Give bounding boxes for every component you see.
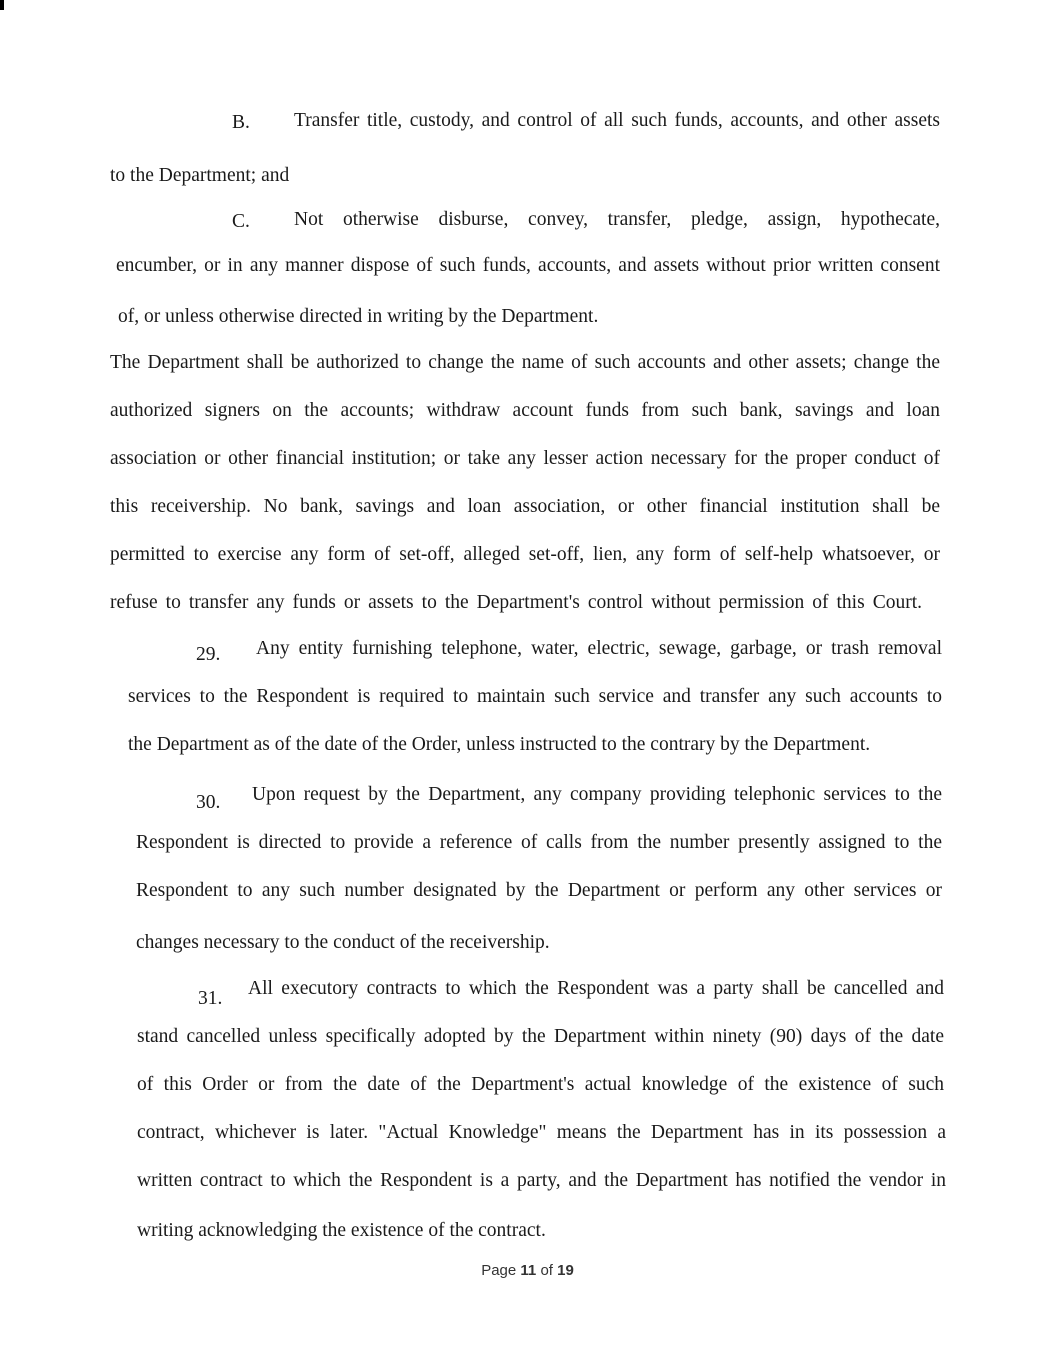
para-30-line-1: Upon request by the Department, any company providing telephonic services to the <box>252 784 942 805</box>
authority-line-5: permitted to exercise any form of set-off, alleged set-off, lien, any form of self-help whatsoever, or <box>110 544 940 565</box>
authority-line-3: association or other financial institution; or take any lesser action necessary for the proper conduct of <box>110 448 940 469</box>
para-30-number: 30. <box>196 792 221 813</box>
scan-corner-mark <box>0 0 4 10</box>
authority-line-6: refuse to transfer any funds or assets to the Department's control without permission of this Court. <box>110 592 922 613</box>
footer-page-word: Page <box>481 1262 517 1279</box>
para-30-line-4: changes necessary to the conduct of the receivership. <box>136 932 550 953</box>
para-31-line-2: stand cancelled unless specifically adopted by the Department within ninety (90) days of the date <box>137 1026 944 1047</box>
page-footer <box>0 1262 1055 1279</box>
authority-line-2: authorized signers on the accounts; withdraw account funds from such bank, savings and loan <box>110 400 940 421</box>
para-29-line-1: Any entity furnishing telephone, water, electric, sewage, garbage, or trash removal <box>256 638 942 659</box>
para-31-line-3: of this Order or from the date of the Department's actual knowledge of the existence of such <box>137 1074 944 1095</box>
item-b-line-2: to the Department; and <box>110 165 290 186</box>
item-c-line-1: Not otherwise disburse, convey, transfer, pledge, assign, hypothecate, <box>294 209 940 230</box>
footer-page-current: 11 <box>520 1262 537 1279</box>
authority-line-1: The Department shall be authorized to change the name of such accounts and other assets; change the <box>110 352 940 373</box>
para-30-line-3: Respondent to any such number designated by the Department or perform any other services or <box>136 880 942 901</box>
para-29-line-3: the Department as of the date of the Order, unless instructed to the contrary by the Department. <box>128 734 871 755</box>
para-29-line-2: services to the Respondent is required to maintain such service and transfer any such accounts to <box>128 686 942 707</box>
para-31-number: 31. <box>198 988 223 1009</box>
para-31-line-6: writing acknowledging the existence of the contract. <box>137 1220 546 1241</box>
para-29-number: 29. <box>196 644 221 665</box>
footer-of-word: of <box>540 1262 553 1279</box>
item-b-label: B. <box>232 112 250 133</box>
item-c-line-3: of, or unless otherwise directed in writing by the Department. <box>118 306 599 327</box>
item-c-line-2: encumber, or in any manner dispose of such funds, accounts, and assets without prior written consent <box>116 255 940 276</box>
footer-page-total: 19 <box>557 1262 574 1279</box>
para-30-line-2: Respondent is directed to provide a reference of calls from the number presently assigned to the <box>136 832 942 853</box>
authority-line-4: this receivership. No bank, savings and loan association, or other financial institution shall be <box>110 496 940 517</box>
para-31-line-4: contract, whichever is later. "Actual Knowledge" means the Department has in its possession a <box>137 1122 946 1143</box>
item-b-line-1: Transfer title, custody, and control of all such funds, accounts, and other assets <box>294 110 940 131</box>
para-31-line-5: written contract to which the Respondent is a party, and the Department has notified the vendor in <box>137 1170 946 1191</box>
para-31-line-1: All executory contracts to which the Respondent was a party shall be cancelled and <box>248 978 944 999</box>
item-c-label: C. <box>232 211 250 232</box>
